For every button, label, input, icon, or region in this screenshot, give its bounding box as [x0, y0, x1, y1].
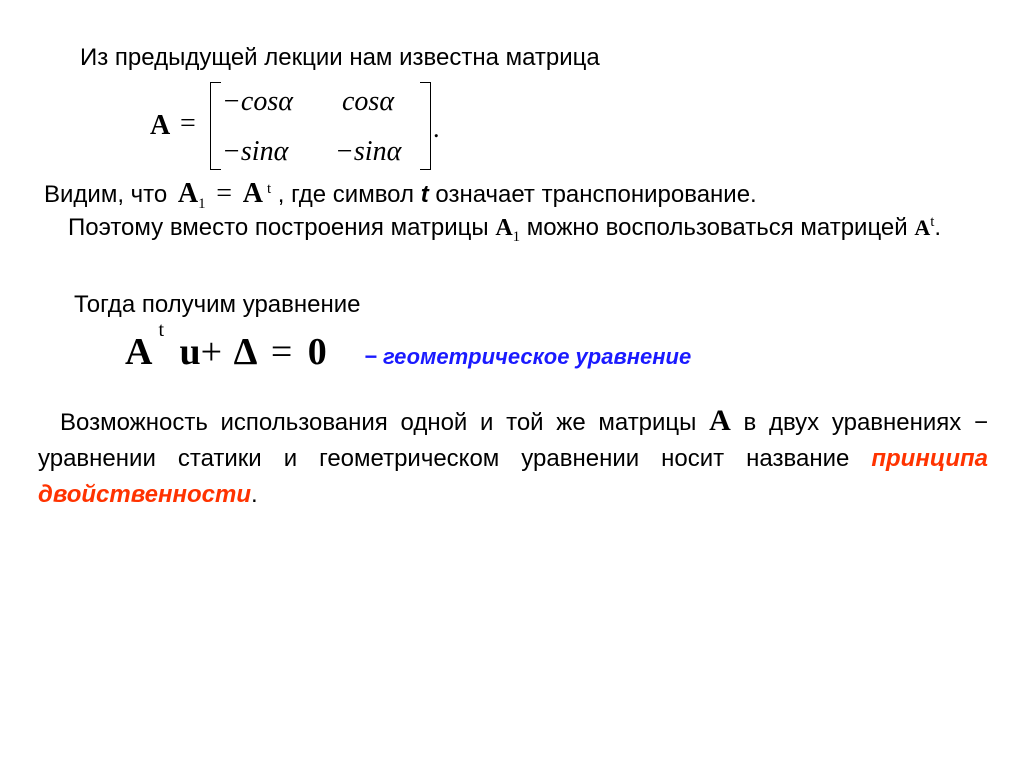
matrix-r2c1: −sinα — [222, 136, 289, 167]
eq-u: u — [179, 331, 201, 373]
matrix-r2c2: −sinα — [335, 136, 402, 167]
vozm-trail: . — [251, 481, 258, 508]
matrix-left-bracket — [210, 82, 221, 170]
eq-delta: Δ — [233, 331, 256, 373]
vidim-prefix: Видим, что — [44, 181, 168, 208]
poetomu-sub1: 1 — [512, 228, 521, 245]
vidim-sub1: 1 — [198, 195, 206, 212]
poetomu-A2: A — [914, 215, 931, 240]
para-poetomu — [38, 210, 988, 246]
geom-label: − геометрическое уравнение — [364, 344, 692, 369]
poetomu-text1: Поэтому вместо построения матрицы — [68, 214, 489, 241]
line-vidim — [44, 178, 757, 212]
poetomu-A: A — [495, 215, 513, 241]
equation — [125, 319, 327, 374]
intro-line: Из предыдущей лекции нам известна матрица — [80, 44, 600, 71]
para-vozm — [38, 403, 988, 513]
vidim-eq: = — [216, 178, 233, 209]
togda-line: Тогда получим уравнение — [74, 291, 361, 318]
vidim-t-symbol: t — [420, 181, 429, 208]
eq-sup-t: t — [158, 319, 165, 342]
matrix-r1c2: cosα — [342, 86, 395, 117]
matrix-right-bracket — [420, 82, 431, 170]
matrix-lhs: A — [150, 110, 171, 141]
poetomu-text3: матрицей — [800, 214, 908, 241]
matrix-trail: . — [433, 114, 440, 143]
eq-zero: 0 — [307, 331, 327, 373]
vidim-sup-t: t — [266, 181, 272, 197]
poetomu-trail: . — [934, 214, 942, 241]
eq-A: A — [125, 331, 153, 373]
poetomu-sup-t: t — [930, 214, 935, 230]
eq-equals: = — [270, 331, 293, 373]
poetomu-text2: можно воспользоваться — [526, 214, 794, 241]
matrix-eq: = — [180, 108, 196, 139]
vozm-text2: в двух уравнениях − уравнении статики и геометрическом уравнении носит название — [38, 409, 989, 472]
matrix-r1c1: −cosα — [222, 86, 293, 117]
vidim-suffix: означает транспонирование. — [435, 181, 757, 208]
vidim-mid: , где символ — [277, 181, 415, 208]
vidim-A: A — [177, 178, 199, 209]
vozm-text1: Возможность использования одной и той же матрицы — [60, 409, 697, 436]
vidim-A2: A — [242, 178, 263, 209]
vozm-highlight: принципа двойственности — [38, 445, 989, 508]
eq-plus: + — [200, 331, 223, 373]
vozm-A: A — [709, 404, 731, 437]
